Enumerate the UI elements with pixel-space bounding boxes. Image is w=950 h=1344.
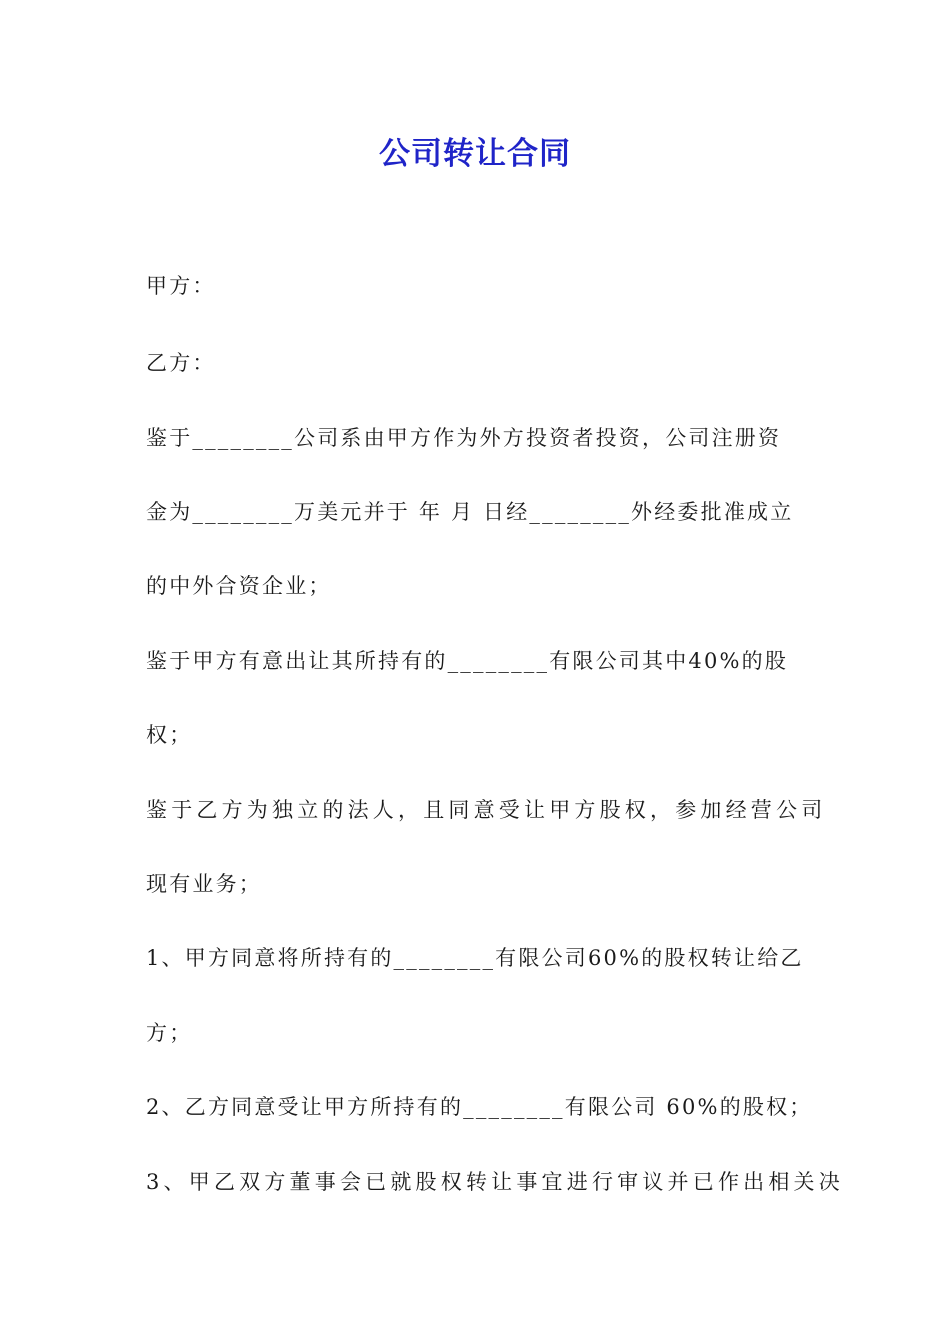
party-a-line: 甲方： <box>146 274 216 298</box>
clause-1-line-2: 方； <box>146 1021 193 1045</box>
recital-1-line-3: 的中外合资企业； <box>146 574 332 598</box>
recital-1-line-1: 鉴于________公司系由甲方作为外方投资者投资，公司注册资 <box>146 426 782 450</box>
recital-2-line-1: 鉴于甲方有意出让其所持有的________有限公司其中40%的股 <box>146 649 789 673</box>
recital-1-line-2: 金为________万美元并于 年 月 日经________外经委批准成立 <box>146 500 794 524</box>
recital-3-line-1: 鉴于乙方为独立的法人，且同意受让甲方股权，参加经营公司 <box>146 798 827 822</box>
party-b-line: 乙方： <box>146 351 216 375</box>
recital-3-line-2: 现有业务； <box>146 872 262 896</box>
document-title: 公司转让合同 <box>379 136 571 172</box>
clause-1-line-1: 1、甲方同意将所持有的________有限公司60%的股权转让给乙 <box>146 946 804 970</box>
recital-2-line-2: 权； <box>146 723 193 747</box>
clause-2-line-1: 2、乙方同意受让甲方所持有的________有限公司 60%的股权； <box>146 1095 813 1119</box>
clause-3-line-1: 3、甲乙双方董事会已就股权转让事宜进行审议并已作出相关决 <box>146 1170 844 1194</box>
